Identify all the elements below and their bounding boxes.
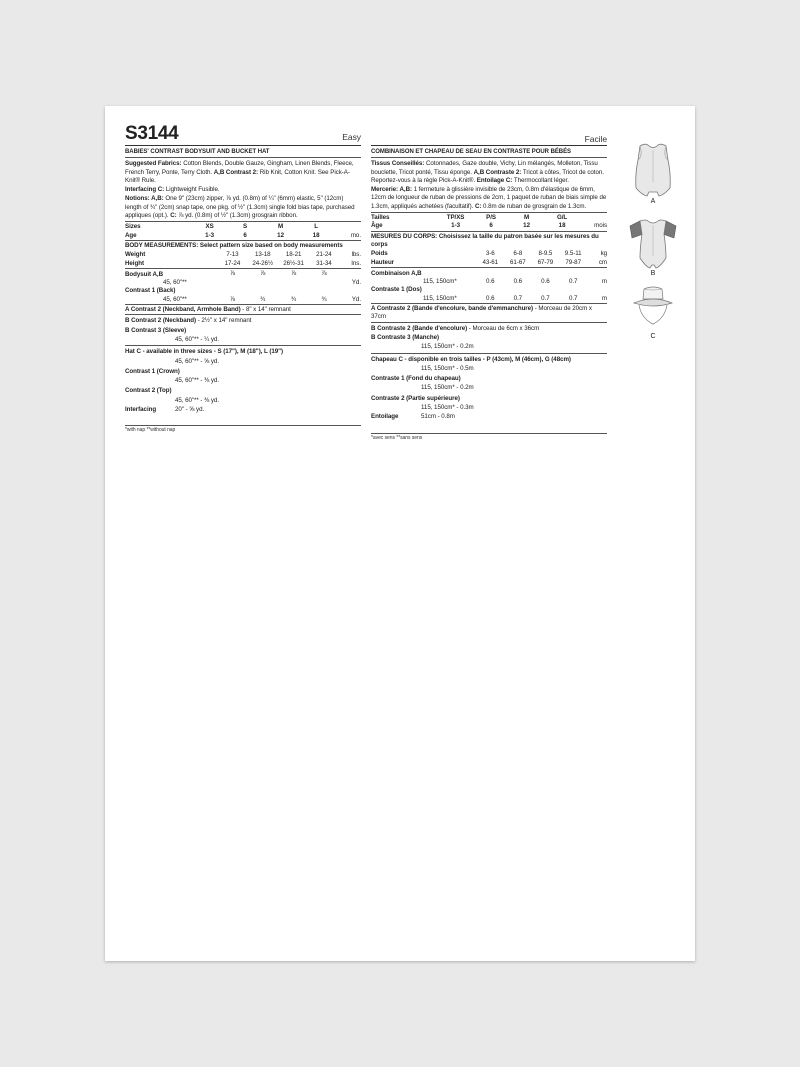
fabrics-text: Suggested Fabrics: Cotton Blends, Double Gauze, Gingham, Linen Blends, Fleece, French Terry, Ponte, Terry Cloth. A,B Contrast 2: Rib Knit, Cotton Knit. See Pick-A-Knit® Rule. [125,160,354,184]
crown-value: 45, 60"** - ⅜ yd. [175,377,219,385]
a-contrast2-row: A Contrast 2 (Neckband, Armhole Band) - 8" x 14" remnant [125,305,361,315]
b-contrast3-label: B Contrast 3 (Sleeve) [125,326,187,334]
interfacing-row: Interfacing 20" - ⅝ yd. [125,406,205,414]
difficulty-level: Easy [342,132,361,142]
a-contrast2-row-fr: A Contraste 2 (Bande d'encolure, bande d'emmanchure) - Morceau de 20cm x 37cm [371,304,607,323]
crown-label: Contrast 1 (Crown) [125,367,180,375]
hat-value-fr: 115, 150cm* - 0.5m [421,364,474,372]
french-column [371,126,607,442]
pattern-title-fr: COMBINAISON ET CHAPEAU DE SEAU EN CONTRASTE POUR BÉBÉS [371,146,607,158]
notions-text-fr: Mercerie: A,B: 1 fermeture à glissière invisible de 23cm, 0.8m d'élastique de 6mm, 12cm de longueur de ruban de pressions de 2cm, 1 paquet de ruban de biais simple de 1.3cm, appliqués achetées (facultatif). C: 0.8m de ruban de grosgrain de 1.3cm. [371,186,607,213]
fabrics-text-fr: Tissus Conseillés: Cotonnades, Gaze double, Vichy, Lin mélangés, Molleton, Tissu bouclette, Tricot ponté, Tissu éponge. A,B Contraste 2: Tricot à côtes, Tricot de coton. Reportez-vous à la règle Pick-A-Knit®. Entoilage C: Thermocollant léger. [371,160,604,184]
b-contrast3-value: 45, 60"** - ¼ yd. [125,336,361,346]
figure-a [625,142,681,206]
sizes-table: Sizes XS S M L Age 1-3 6 12 18 mo. [125,223,361,239]
body-measurements-heading: BODY MEASUREMENTS: Select pattern size based on body measurements [125,241,343,249]
interfacing-row-fr: Entoilage 51cm - 0.8m [371,413,455,421]
figure-c [625,285,681,341]
sizes-table-fr: Tailles TP/XS P/S M G/L Âge 1-3 6 12 18 mois [371,214,607,230]
pattern-title: BABIES' CONTRAST BODYSUIT AND BUCKET HAT [125,146,361,158]
top-value-fr: 115, 150cm* - 0.3m [421,404,474,412]
top-label: Contrast 2 (Top) [125,387,172,395]
top-value: 45, 60"** - ⅜ yd. [175,396,219,404]
english-column [125,123,361,434]
body-measurements-table-fr: Poids 3-6 6-8 8-9.5 9.5-11 kg Hauteur 43-61 61-67 67-79 79-87 cm Combinaison A,B 115, 150cm* 0.6 0.6 0.6 0.7 m Contraste 1 (Dos) 115, 150cm* 0.6 0.7 0.7 0.7 m [371,250,607,302]
header-fr [371,126,607,146]
body-measurements-heading-fr: MESURES DU CORPS: Choisissez la taille du patron basée sur les mesures du corps [371,232,599,248]
bucket-hat-icon [631,285,675,333]
header [125,123,361,146]
difficulty-level-fr: Facile [584,134,607,144]
b-contrast2-row-fr: B Contraste 2 (Bande d'encolure) - Morceau de 6cm x 36cm [371,324,540,332]
hat-value: 45, 60"** - ⅝ yd. [175,357,219,365]
pattern-envelope-back [105,106,695,961]
footnote-fr: *avec sens **sans sens [371,433,607,442]
notions-text: Notions: A,B: One 9" (23cm) zipper, ⅞ yd. (0.8m) of ¼" (6mm) elastic, 5" (12cm) length of ¾" (2cm) snap tape, one pkg. of ½" (1.3cm) single fold bias tape, purchased appliques (opt.). C: ⅞ yd. (0.8m) of ½" (1.3cm) grosgrain ribbon. [125,195,361,222]
sleeved-bodysuit-icon [626,218,680,270]
crown-label-fr: Contraste 1 (Fond du chapeau) [371,375,461,383]
b-contrast3-label-fr: B Contraste 3 (Manche) [371,333,440,341]
interfacing-text: Interfacing C: Lightweight Fusible. [125,186,220,194]
hat-label: Hat C - available in three sizes - S (17"), M (18"), L (19") [125,348,284,356]
hat-label-fr: Chapeau C - disponible en trois tailles - P (43cm), M (46cm), G (48cm) [371,355,571,363]
body-measurements-table: Weight 7-13 13-18 18-21 21-24 lbs. Height 17-24 24-26½ 26½-31 31-34 Ins. Bodysuit A,B ⅞ ⅞ ⅞ ⅞ 45, 60"** Yd. Contrast 1 (Back) 45, 60"** ⅞ ¾ ¾ ¾ Yd. [125,251,361,303]
figure-b-label: B [650,270,656,277]
pattern-number: S3144 [125,123,179,144]
figure-b [625,218,681,278]
crown-value-fr: 115, 150cm* - 0.2m [421,384,474,392]
footnote: *with nap **without nap [125,425,361,434]
figure-c-label: C [650,333,656,340]
figure-a-label: A [650,198,656,205]
b-contrast2-row: B Contrast 2 (Neckband) - 2½" x 14" remnant [125,317,252,325]
sleeveless-bodysuit-icon [630,142,676,198]
top-label-fr: Contraste 2 (Partie supérieure) [371,394,460,402]
b-contrast3-value-fr: 115, 150cm* - 0.2m [371,343,607,353]
